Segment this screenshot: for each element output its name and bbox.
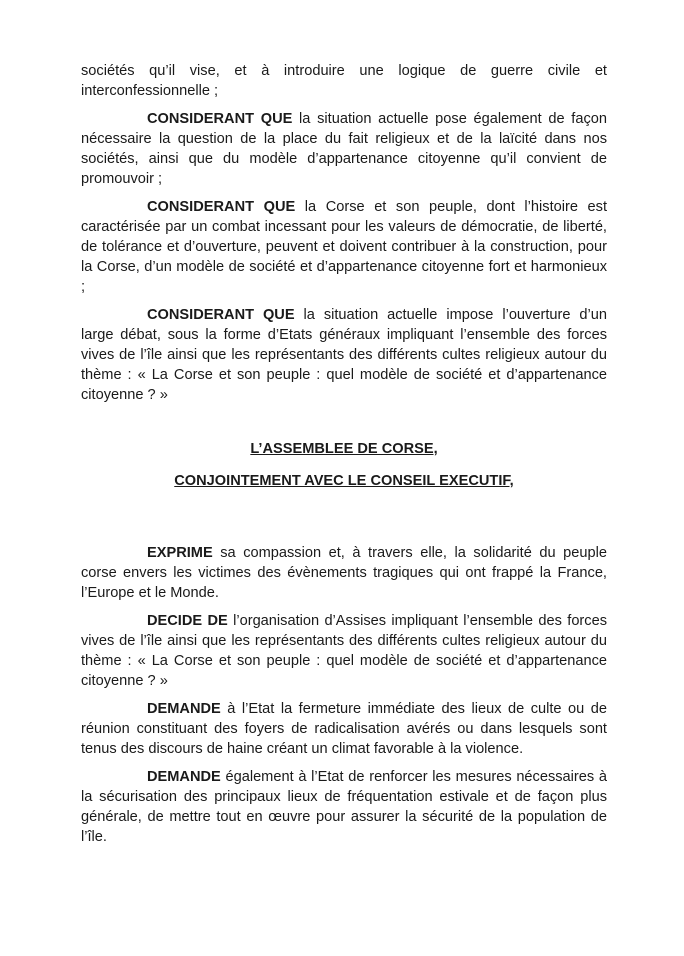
considerant-text: la situation actuelle impose l’ouverture d’un large débat, sous la forme d’Etats généraux impliquant l’ensemble des forces vives de l’île ainsi que les représentants des différents cultes religieux autour du thème : « La Corse et son peuple : quel modèle de société et d’appartenance citoyenne ? » [81, 307, 608, 403]
decision-paragraph [81, 767, 607, 847]
intro-text: sociétés qu’il vise, et à introduire une logique de guerre civile et interconfessionnelle ; [81, 63, 607, 99]
considerant-keyword: CONSIDERANT QUE [147, 307, 295, 323]
decision-text: l’organisation d’Assises impliquant l’ensemble des forces vives de l’île ainsi que les représentants des différents cultes religieux autour du thème : « La Corse et son peuple : quel modèle de société et d’appartenance citoyenne ? » [81, 613, 608, 689]
considerant-keyword: CONSIDERANT QUE [147, 111, 293, 127]
document-body [81, 61, 607, 855]
considerant-text: la situation actuelle pose également de façon nécessaire la question de la place du fait religieux et de la laïcité dans nos sociétés, ainsi que du modèle d’appartenance citoyenne qu’il convient de promouvoir ; [81, 111, 608, 187]
considerant-paragraph [81, 305, 607, 405]
intro-paragraph [81, 61, 607, 101]
decision-keyword: DECIDE DE [147, 613, 228, 629]
decision-paragraph [81, 611, 607, 691]
decision-keyword: EXPRIME [147, 545, 213, 561]
considerant-paragraph [81, 109, 607, 189]
decision-text: également à l’Etat de renforcer les mesures nécessaires à la sécurisation des principaux lieux de fréquentation estivale et de façon plus générale, de mettre tout en œuvre pour assurer la sécurité de la population de l’île. [81, 769, 607, 845]
resolution-headings [81, 439, 607, 491]
considerant-keyword: CONSIDERANT QUE [147, 199, 296, 215]
section-spacer [81, 503, 607, 543]
decision-paragraph [81, 543, 607, 603]
decision-paragraph [81, 699, 607, 759]
decision-keyword: DEMANDE [147, 769, 221, 785]
considerant-paragraph [81, 197, 607, 297]
assembly-heading: L’ASSEMBLEE DE CORSE, [250, 441, 438, 457]
considerant-text: la Corse et son peuple, dont l’histoire est caractérisée par un combat incessant pour les valeurs de démocratie, de liberté, de tolérance et d’ouverture, peuvent et doivent contribuer à la construction, pour la Corse, d’un modèle de société et d’appartenance citoyenne fort et harmonieux ; [81, 199, 607, 295]
decision-text: sa compassion et, à travers elle, la solidarité du peuple corse envers les victimes des évènements tragiques qui ont frappé la France, l’Europe et le Monde. [81, 545, 607, 601]
decision-keyword: DEMANDE [147, 701, 221, 717]
decision-text: à l’Etat la fermeture immédiate des lieux de culte ou de réunion constituant des foyers de radicalisation avérés ou dans lesquels sont tenus des discours de haine créant un climat favorable à la violence. [81, 701, 607, 757]
council-heading: CONJOINTEMENT AVEC LE CONSEIL EXECUTIF, [174, 473, 514, 489]
